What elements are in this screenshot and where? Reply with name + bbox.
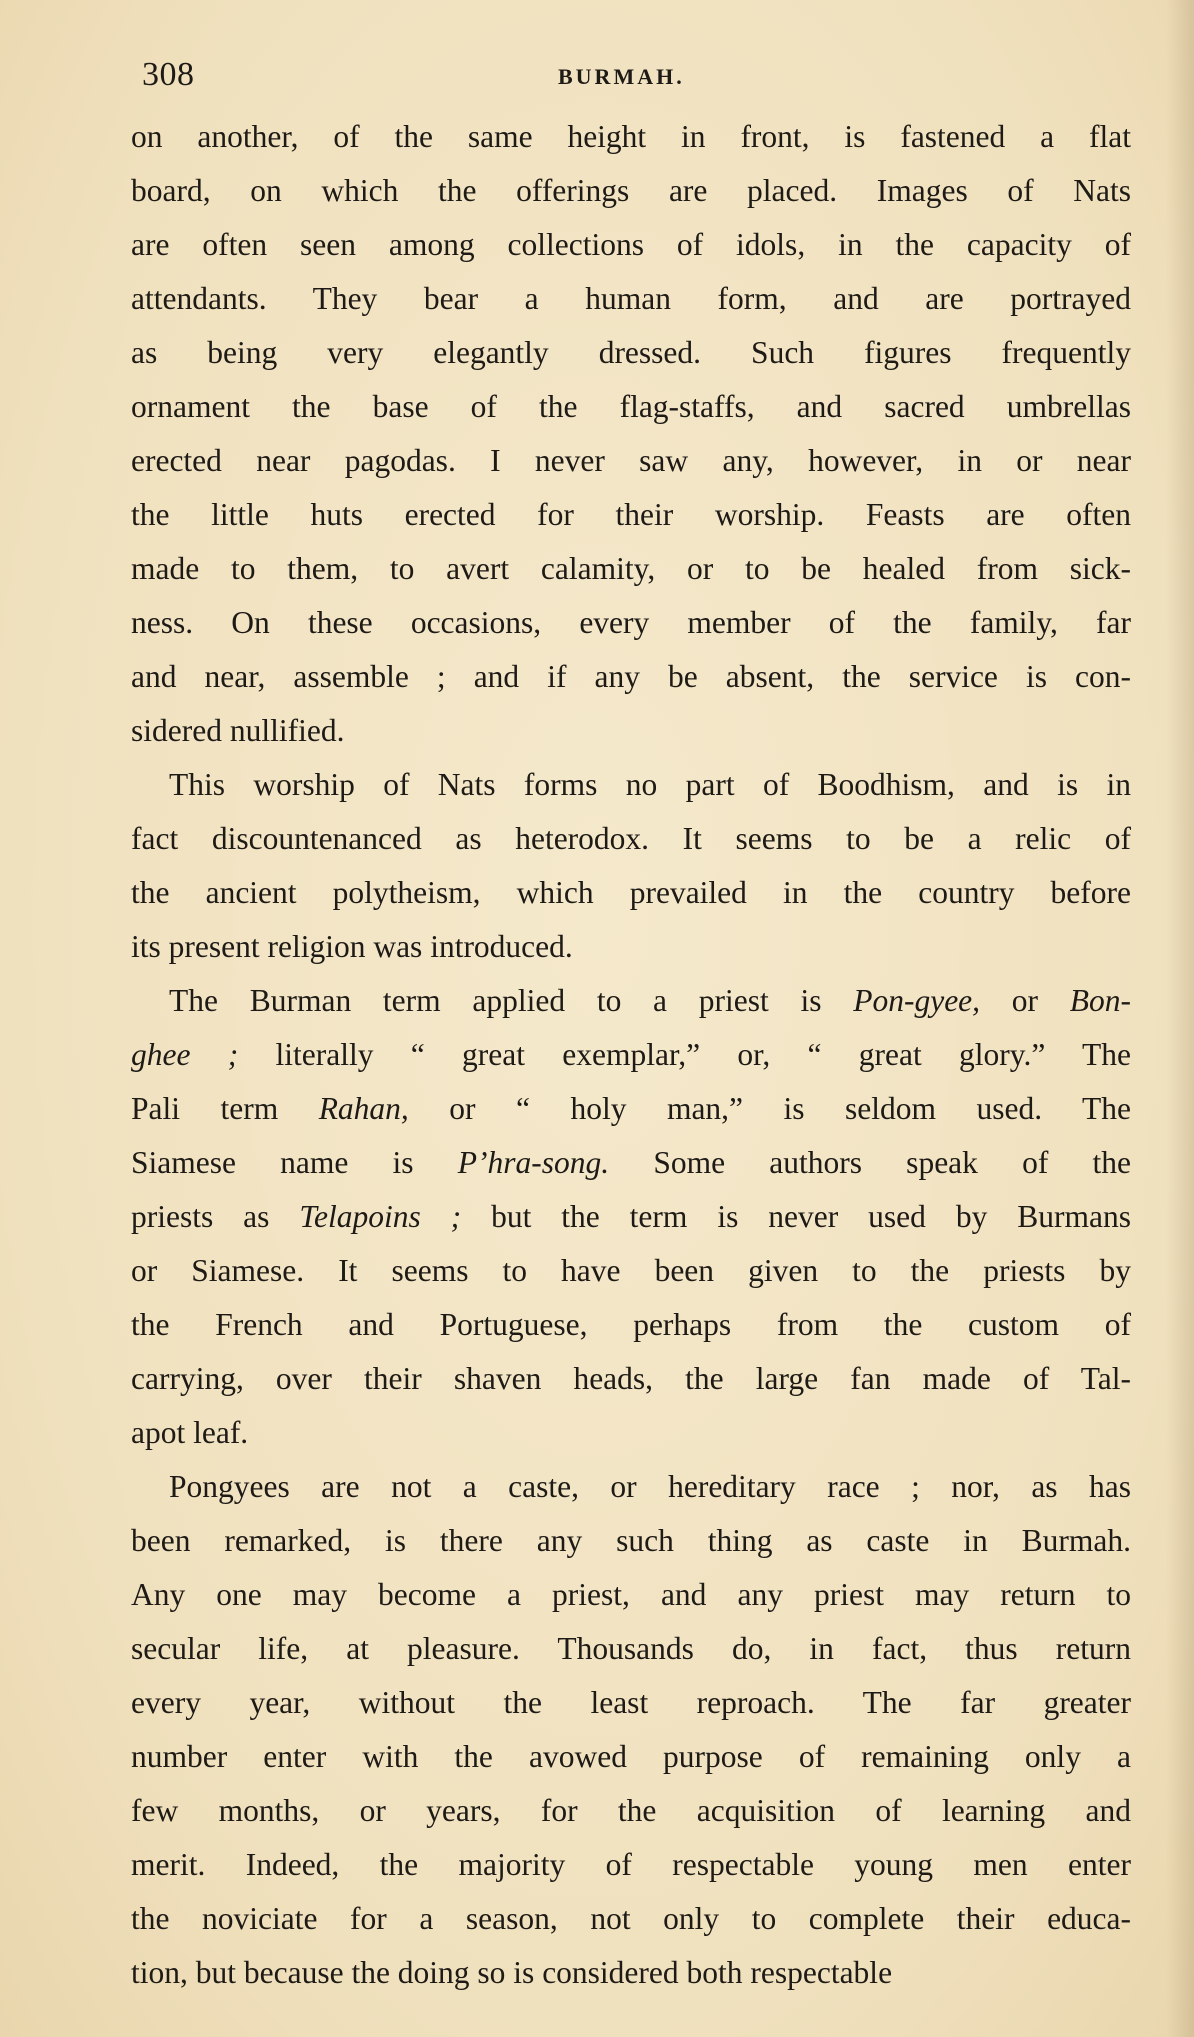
- page-header: [132, 56, 1132, 96]
- text-line: This worship of Nats forms no part of Boodhism, and is in: [169, 767, 1131, 802]
- paragraph: [131, 1460, 1131, 2000]
- text-line: made to them, to avert calamity, or to be healed from sick-: [131, 551, 1131, 586]
- text-line: attendants. They bear a human form, and are portrayed: [131, 281, 1131, 316]
- page-edge-shadow: [1166, 0, 1194, 2037]
- text-line: Pali term Rahan, or “ holy man,” is seldom used. The: [131, 1091, 1131, 1126]
- text-line: every year, without the least reproach. The far greater: [131, 1685, 1131, 1720]
- text-line: secular life, at pleasure. Thousands do, in fact, thus return: [131, 1631, 1131, 1666]
- text-line: the noviciate for a season, not only to complete their educa-: [131, 1901, 1131, 1936]
- running-head: BURMAH.: [558, 64, 685, 89]
- text-line: number enter with the avowed purpose of remaining only a: [131, 1739, 1131, 1774]
- italic-term: ghee ;: [131, 1037, 239, 1072]
- text-line: ghee ; literally “ great exemplar,” or, “ great glory.” The: [131, 1037, 1132, 1072]
- paragraph: [131, 110, 1131, 758]
- text-line: on another, of the same height in front, is fastened a flat: [131, 119, 1131, 154]
- text-line: the little huts erected for their worship. Feasts are often: [131, 497, 1131, 532]
- text-line: The Burman term applied to a priest is Pon-gyee, or Bon-: [169, 983, 1131, 1018]
- text-line: Any one may become a priest, and any priest may return to: [131, 1577, 1131, 1612]
- text-line: board, on which the offerings are placed. Images of Nats: [131, 173, 1131, 208]
- text-line: apot leaf.: [131, 1415, 249, 1450]
- text-line: tion, but because the doing so is considered both respectable: [131, 1955, 893, 1990]
- page-number: 308: [142, 56, 195, 93]
- text-line: carrying, over their shaven heads, the large fan made of Tal-: [131, 1361, 1131, 1396]
- text-line: Siamese name is P’hra-song. Some authors speak of the: [131, 1145, 1131, 1180]
- italic-term: Rahan,: [318, 1091, 409, 1126]
- text-line: its present religion was introduced.: [131, 929, 573, 964]
- italic-term: P’hra-song.: [457, 1145, 610, 1180]
- text-line: Pongyees are not a caste, or hereditary race ; nor, as has: [169, 1469, 1131, 1504]
- paragraph: [131, 974, 1131, 1460]
- text-line: or Siamese. It seems to have been given to the priests by: [131, 1253, 1131, 1288]
- text-line: ornament the base of the flag-staffs, and sacred umbrellas: [131, 389, 1131, 424]
- text-line: sidered nullified.: [131, 713, 345, 748]
- text-line: merit. Indeed, the majority of respectable young men enter: [131, 1847, 1131, 1882]
- text-line: as being very elegantly dressed. Such figures frequently: [131, 335, 1131, 370]
- text-line: the French and Portuguese, perhaps from the custom of: [131, 1307, 1131, 1342]
- italic-term: Telapoins ;: [299, 1199, 462, 1234]
- text-line: are often seen among collections of idols, in the capacity of: [131, 227, 1131, 262]
- text-line: and near, assemble ; and if any be absent, the service is con-: [131, 659, 1131, 694]
- italic-term: Pon-gyee,: [853, 983, 981, 1018]
- text-line: erected near pagodas. I never saw any, however, in or near: [131, 443, 1131, 478]
- text-line: ness. On these occasions, every member of the family, far: [131, 605, 1131, 640]
- text-line: fact discountenanced as heterodox. It seems to be a relic of: [131, 821, 1131, 856]
- italic-term: Bon-: [1069, 983, 1131, 1018]
- text-line: priests as Telapoins ; but the term is never used by Burmans: [131, 1199, 1131, 1234]
- text-line: few months, or years, for the acquisition of learning and: [131, 1793, 1131, 1828]
- paragraph: [131, 758, 1131, 974]
- body-text: [131, 110, 1131, 2000]
- text-line: the ancient polytheism, which prevailed in the country before: [131, 875, 1131, 910]
- text-line: been remarked, is there any such thing as caste in Burmah.: [131, 1523, 1131, 1558]
